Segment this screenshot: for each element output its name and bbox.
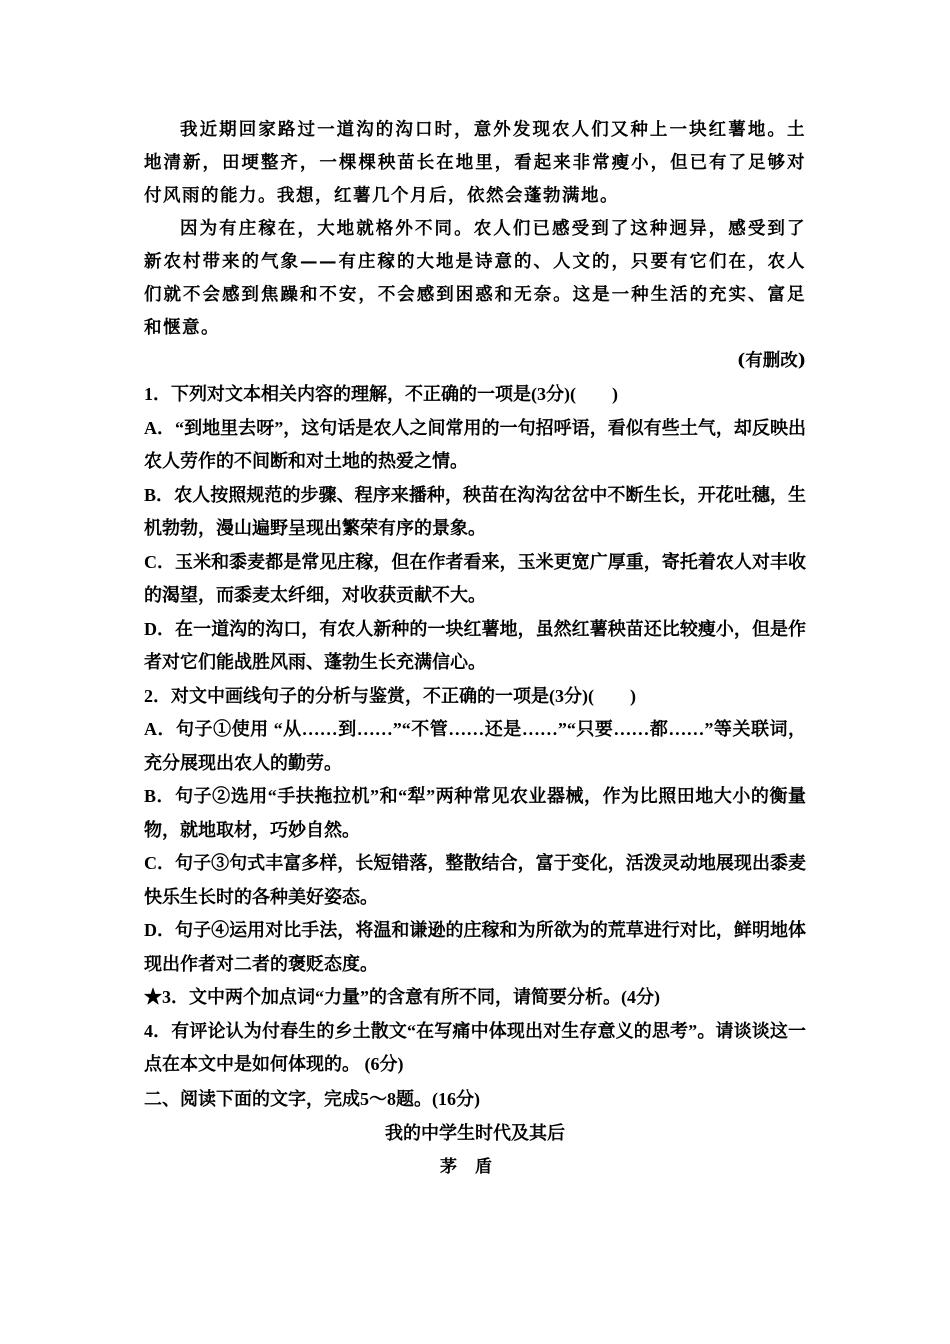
question-1-option-c: C．玉米和黍麦都是常见庄稼，但在作者看来，玉米更宽广厚重，寄托着农人对丰收的渴望，而黍麦太纤细，对收获贡献不大。 [144, 551, 806, 605]
question-1-stem: 1．下列对文本相关内容的理解，不正确的一项是(3分)( ) [144, 384, 618, 404]
question-2-option-c: C．句子③句式丰富多样，长短错落，整散结合，富于变化，活泼灵动地展现出黍麦快乐生长时的各种美好姿态。 [144, 853, 806, 907]
passage-paragraph: 我近期回家路过一道沟的沟口时，意外发现农人们又种上一块红薯地。土地清新，田埂整齐，一棵棵秧苗长在地里，看起来非常瘦小，但已有了足够对付风雨的能力。我想，红薯几个月后，依然会蓬勃满地。 [144, 120, 806, 206]
article-title: 我的中学生时代及其后 [385, 1122, 565, 1143]
article-author: 茅盾 [440, 1156, 510, 1176]
question-1-option-d: D．在一道沟的沟口，有农人新种的一块红薯地，虽然红薯秧苗还比较瘦小，但是作者对它们能战胜风雨、蓬勃生长充满信心。 [144, 618, 806, 672]
question-2-option-b: B．句子②选用“手扶拖拉机”和“犁”两种常见农业器械，作为比照田地大小的衡量物，就地取材，巧妙自然。 [144, 786, 806, 840]
question-2-stem: 2．对文中画线句子的分析与鉴赏，不正确的一项是(3分)( ) [144, 685, 636, 706]
section-two-heading: 二、阅读下面的文字，完成5～8题。(16分) [144, 1088, 480, 1109]
document-page [144, 114, 806, 1184]
question-2-option-a: A．句子①使用 “从……到……”“不管……还是……”“只要……都……”等关联词，充分展现出农人的勤劳。 [144, 719, 806, 773]
passage-paragraph: 因为有庄稼在，大地就格外不同。农人们已感受到了这种迥异，感受到了新农村带来的气象——有庄稼的大地是诗意的、人文的，只要有它们在，农人们就不会感到焦躁和不安，不会感到困惑和无奈。这是一种生活的充实、富足和惬意。 [144, 219, 806, 338]
question-3-stem: ★3．文中两个加点词“力量”的含意有所不同，请简要分析。(4分) [144, 987, 660, 1007]
question-1-option-b: B．农人按照规范的步骤、程序来播种，秧苗在沟沟岔岔中不断生长，开花吐穗，生机勃勃，漫山遍野呈现出繁荣有序的景象。 [144, 484, 806, 538]
question-2-option-d: D．句子④运用对比手法，将温和谦逊的庄稼和为所欲为的荒草进行对比，鲜明地体现出作者对二者的褒贬态度。 [144, 920, 806, 974]
question-1-option-a: A．“到地里去呀”，这句话是农人之间常用的一句招呼语，看似有些土气，却反映出农人劳作的不间断和对土地的热爱之情。 [144, 417, 806, 471]
question-4-stem: 4．有评论认为付春生的乡土散文“在写痛中体现出对生存意义的思考”。请谈谈这一点在本文中是如何体现的。 (6分) [144, 1020, 806, 1074]
source-note: (有删改) [736, 351, 806, 371]
